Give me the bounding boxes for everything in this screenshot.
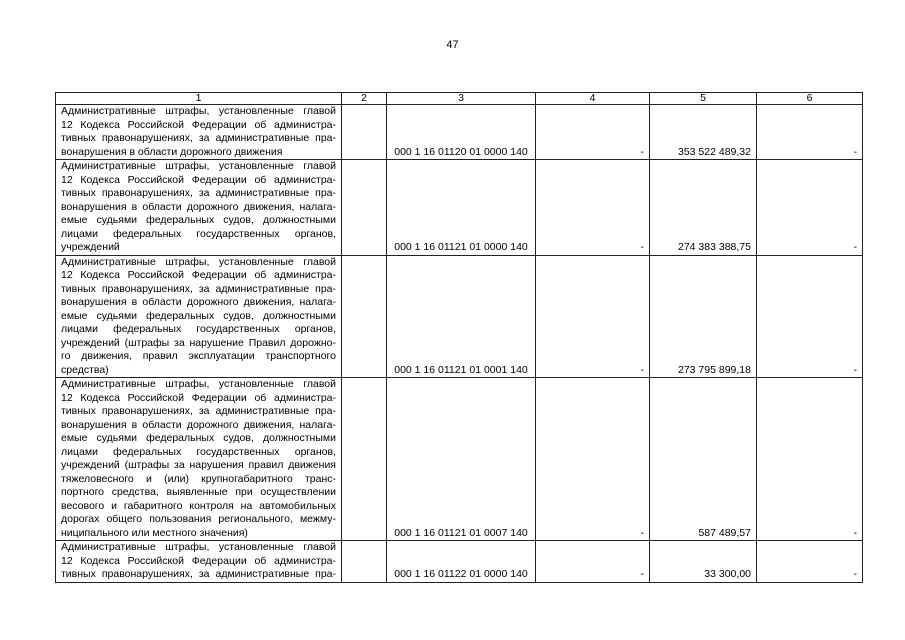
header-col-1: 1: [56, 93, 342, 105]
description-line: 12 Кодекса Российской Федерации об администра-: [61, 173, 336, 186]
description-line: Административные штрафы, установленные главой: [61, 105, 336, 117]
table-row: [56, 378, 863, 541]
table-row: [56, 541, 863, 583]
description-line: вонарушения в области дорожного движения, налага-: [61, 200, 336, 213]
description-line: лицами федеральных государственных органов,: [61, 227, 336, 240]
amount-cell: 33 300,00: [650, 541, 757, 583]
description-line: вонарушения в области дорожного движения, налага-: [61, 296, 336, 308]
description-line: Административные штрафы, установленные главой: [61, 541, 336, 553]
description-line: емые судьями федеральных судов, должностными: [61, 432, 336, 444]
col2-cell: [342, 105, 387, 160]
description-line: учреждений (штрафы за нарушение Правил дорожно-: [61, 336, 336, 349]
table-header-row: [56, 93, 863, 105]
col4-cell: -: [536, 541, 650, 583]
col2-cell: [342, 541, 387, 583]
description-line: 12 Кодекса Российской Федерации об администра-: [61, 269, 336, 281]
description-cell: [56, 378, 342, 541]
amount-cell: 587 489,57: [650, 378, 757, 541]
table-row: [56, 255, 863, 378]
description-line: учреждений (штрафы за нарушения правил движения: [61, 459, 336, 471]
col4-cell: -: [536, 255, 650, 378]
description-line: лицами федеральных государственных органов,: [61, 323, 336, 335]
col4-cell: -: [536, 378, 650, 541]
col2-cell: [342, 378, 387, 541]
description-line: весового и габаритного контроля на автомобильных: [61, 499, 336, 512]
description-cell: [56, 105, 342, 160]
description-line: тивных правонарушениях, за административные пра-: [61, 405, 336, 417]
description-line: вонарушения в области дорожного движения, налага-: [61, 418, 336, 431]
col2-cell: [342, 255, 387, 378]
description-line: ниципального или местного значения): [61, 526, 248, 539]
description-line: 12 Кодекса Российской Федерации об администра-: [61, 118, 336, 131]
header-col-5: 5: [650, 93, 757, 105]
description-line: Административные штрафы, установленные главой: [61, 160, 336, 172]
description-line: тивных правонарушениях, за административные пра-: [61, 568, 336, 580]
revenue-table: [55, 92, 863, 583]
amount-cell: 274 383 388,75: [650, 160, 757, 256]
col6-cell: -: [757, 378, 863, 541]
col6-cell: -: [757, 160, 863, 256]
description-line: 12 Кодекса Российской Федерации об администра-: [61, 391, 336, 404]
description-line: лицами федеральных государственных органов,: [61, 445, 336, 458]
amount-cell: 353 522 489,32: [650, 105, 757, 160]
description-line: тивных правонарушениях, за административные пра-: [61, 132, 336, 144]
description-line: портного средства, выявленные при осуществлении: [61, 486, 336, 498]
description-line: го движения, правил эксплуатации транспортного: [61, 350, 336, 362]
description-line: учреждений: [61, 241, 120, 253]
table-body: [56, 105, 863, 583]
header-col-6: 6: [757, 93, 863, 105]
amount-cell: 273 795 899,18: [650, 255, 757, 378]
description-line: средства): [61, 363, 109, 376]
table-row: [56, 160, 863, 256]
description-line: тивных правонарушениях, за административные пра-: [61, 187, 336, 199]
header-col-3: 3: [387, 93, 536, 105]
budget-code-cell: 000 1 16 01120 01 0000 140: [387, 105, 536, 160]
description-line: емые судьями федеральных судов, должностными: [61, 309, 336, 322]
description-line: тивных правонарушениях, за административные пра-: [61, 282, 336, 295]
col4-cell: -: [536, 160, 650, 256]
description-line: дорогах общего пользования регионального, межму-: [61, 513, 336, 525]
col6-cell: -: [757, 255, 863, 378]
page-number: 47: [446, 39, 459, 51]
budget-code-cell: 000 1 16 01121 01 0007 140: [387, 378, 536, 541]
table-row: [56, 105, 863, 160]
description-line: Административные штрафы, установленные главой: [61, 255, 336, 268]
col6-cell: -: [757, 105, 863, 160]
description-cell: [56, 541, 342, 583]
description-line: 12 Кодекса Российской Федерации об администра-: [61, 554, 336, 567]
col4-cell: -: [536, 105, 650, 160]
description-line: емые судьями федеральных судов, должностными: [61, 214, 336, 226]
description-cell: [56, 255, 342, 378]
header-col-4: 4: [536, 93, 650, 105]
budget-code-cell: 000 1 16 01121 01 0001 140: [387, 255, 536, 378]
description-line: вонарушения в области дорожного движения: [61, 145, 283, 158]
description-line: Административные штрафы, установленные главой: [61, 378, 336, 390]
col6-cell: -: [757, 541, 863, 583]
col2-cell: [342, 160, 387, 256]
budget-code-cell: 000 1 16 01121 01 0000 140: [387, 160, 536, 256]
description-cell: [56, 160, 342, 256]
budget-code-cell: 000 1 16 01122 01 0000 140: [387, 541, 536, 583]
description-line: тяжеловесного и (или) крупногабаритного транс-: [61, 472, 336, 485]
header-col-2: 2: [342, 93, 387, 105]
